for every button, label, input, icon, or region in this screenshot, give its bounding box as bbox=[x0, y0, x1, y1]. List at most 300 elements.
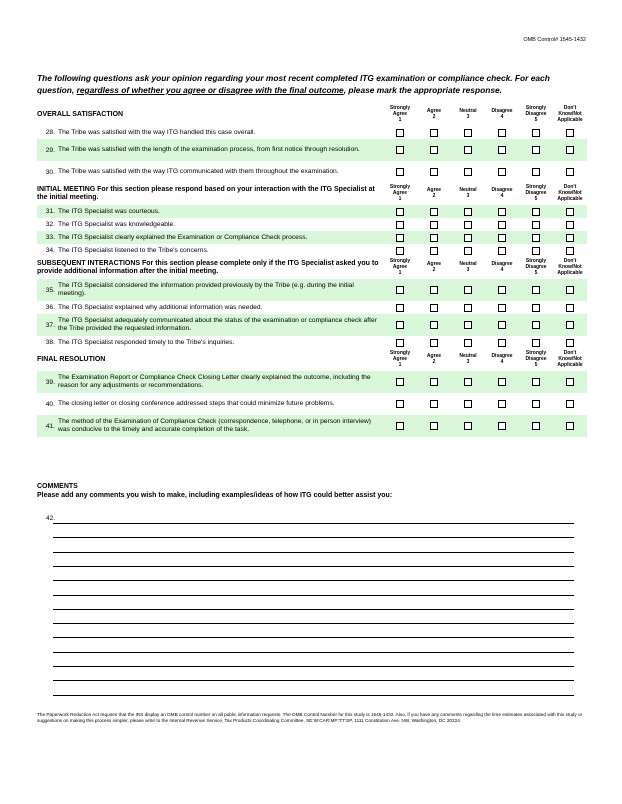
response-checkbox[interactable] bbox=[498, 286, 506, 294]
column-header-line: Strongly bbox=[525, 258, 547, 265]
comment-line[interactable] bbox=[53, 695, 574, 696]
response-checkbox[interactable] bbox=[498, 422, 506, 430]
intro-text-part1: The following questions ask your opinion regarding your most recent completed ITG examination or compliance check. For each question, bbox=[37, 73, 550, 95]
response-cell bbox=[451, 205, 485, 218]
response-checkbox[interactable] bbox=[498, 234, 506, 242]
column-header bbox=[485, 183, 519, 205]
response-checkbox[interactable] bbox=[498, 247, 506, 255]
response-checkbox[interactable] bbox=[396, 247, 404, 255]
column-header bbox=[519, 349, 553, 371]
response-cell bbox=[519, 218, 553, 231]
response-cell bbox=[485, 218, 519, 231]
question-text: The Tribe was satisfied with the way ITG handled this case overall. bbox=[58, 128, 256, 136]
response-cell bbox=[417, 301, 451, 314]
response-checkbox[interactable] bbox=[532, 221, 540, 229]
response-checkbox[interactable] bbox=[464, 146, 472, 154]
response-cell bbox=[553, 279, 587, 301]
response-checkbox[interactable] bbox=[498, 146, 506, 154]
response-cell bbox=[383, 244, 417, 257]
response-checkbox[interactable] bbox=[430, 168, 438, 176]
column-header-line: Applicable bbox=[557, 195, 583, 202]
column-header-line: Strongly bbox=[389, 105, 411, 112]
response-checkbox[interactable] bbox=[464, 247, 472, 255]
response-cell bbox=[383, 336, 417, 349]
response-cell bbox=[383, 415, 417, 437]
column-header-line: Don't bbox=[563, 258, 577, 265]
column-header-line: Disagree bbox=[491, 108, 513, 115]
response-cell bbox=[383, 371, 417, 393]
column-header-line: 5 bbox=[534, 116, 538, 123]
response-cell bbox=[451, 244, 485, 257]
question-row bbox=[37, 336, 587, 349]
question-row bbox=[37, 244, 587, 257]
question-row bbox=[37, 371, 587, 393]
response-cell bbox=[451, 314, 485, 336]
response-cell bbox=[417, 161, 451, 183]
response-cell bbox=[383, 393, 417, 415]
response-checkbox[interactable] bbox=[396, 221, 404, 229]
response-checkbox[interactable] bbox=[430, 422, 438, 430]
response-cell bbox=[383, 314, 417, 336]
question-row bbox=[37, 161, 587, 183]
column-header-line: Strongly bbox=[389, 184, 411, 191]
response-checkbox[interactable] bbox=[566, 400, 574, 408]
question-row bbox=[37, 301, 587, 314]
comment-line[interactable] bbox=[53, 609, 574, 610]
comment-line[interactable] bbox=[53, 666, 574, 667]
response-cell bbox=[451, 161, 485, 183]
response-checkbox[interactable] bbox=[396, 339, 404, 347]
response-cell bbox=[383, 218, 417, 231]
question-number: 32. bbox=[45, 221, 55, 228]
response-cell bbox=[485, 244, 519, 257]
response-checkbox[interactable] bbox=[532, 146, 540, 154]
question-number: 39. bbox=[37, 371, 58, 393]
response-checkbox[interactable] bbox=[464, 304, 472, 312]
response-checkbox[interactable] bbox=[464, 168, 472, 176]
response-cell bbox=[519, 244, 553, 257]
response-cell bbox=[519, 161, 553, 183]
column-header bbox=[519, 104, 553, 126]
response-checkbox[interactable] bbox=[566, 146, 574, 154]
section-title: FINAL RESOLUTION bbox=[37, 355, 106, 363]
question-number: 37. bbox=[37, 314, 58, 336]
response-checkbox[interactable] bbox=[566, 286, 574, 294]
response-checkbox[interactable] bbox=[430, 304, 438, 312]
response-cell bbox=[485, 336, 519, 349]
column-header-line: 2 bbox=[432, 193, 436, 199]
column-header-line: Neutral bbox=[459, 108, 477, 115]
question-text: The ITG Specialist adequately communicated about the status of the examination or compliance check after the Tribe provided the requested information. bbox=[58, 314, 383, 336]
column-header-line: 2 bbox=[432, 359, 436, 365]
question-text: The ITG Specialist explained why additional information was needed. bbox=[58, 303, 263, 311]
question-text: The ITG Specialist listened to the Tribe's concerns. bbox=[58, 246, 209, 254]
response-cell bbox=[451, 279, 485, 301]
comments-prompt: Please add any comments you wish to make, including examples/ideas of how ITG could better assist you: bbox=[37, 491, 393, 499]
response-checkbox[interactable] bbox=[532, 321, 540, 329]
question-text: The ITG Specialist clearly explained the Examination or Compliance Check process. bbox=[58, 231, 383, 244]
response-checkbox[interactable] bbox=[464, 339, 472, 347]
response-checkbox[interactable] bbox=[566, 422, 574, 430]
column-header-line: Disagree bbox=[525, 356, 547, 363]
response-checkbox[interactable] bbox=[430, 247, 438, 255]
response-cell bbox=[383, 279, 417, 301]
response-cell bbox=[519, 279, 553, 301]
response-checkbox[interactable] bbox=[430, 208, 438, 216]
comment-line[interactable] bbox=[53, 623, 574, 624]
column-header-line: Agree bbox=[426, 261, 442, 268]
column-header-line: Know/Not bbox=[558, 111, 582, 118]
column-header bbox=[485, 349, 519, 371]
response-cell bbox=[485, 314, 519, 336]
response-cell bbox=[417, 393, 451, 415]
column-header bbox=[417, 349, 451, 371]
column-header-line: Disagree bbox=[491, 187, 513, 194]
response-cell bbox=[451, 218, 485, 231]
column-header-line: 5 bbox=[534, 361, 538, 368]
response-cell bbox=[485, 205, 519, 218]
column-header-line: Disagree bbox=[525, 190, 547, 197]
response-cell bbox=[519, 371, 553, 393]
response-cell bbox=[383, 161, 417, 183]
column-header bbox=[417, 104, 451, 126]
question-text: The ITG Specialist was knowledgeable. bbox=[58, 220, 176, 228]
column-header-line: Don't bbox=[563, 184, 577, 191]
response-checkbox[interactable] bbox=[396, 321, 404, 329]
column-header-line: Agree bbox=[392, 111, 408, 118]
response-cell bbox=[451, 336, 485, 349]
response-checkbox[interactable] bbox=[464, 129, 472, 137]
response-cell bbox=[519, 126, 553, 139]
response-cell bbox=[417, 139, 451, 161]
response-cell bbox=[451, 415, 485, 437]
response-checkbox[interactable] bbox=[532, 378, 540, 386]
response-checkbox[interactable] bbox=[498, 221, 506, 229]
column-header bbox=[383, 257, 417, 279]
question-row bbox=[37, 231, 587, 244]
response-checkbox[interactable] bbox=[566, 208, 574, 216]
response-checkbox[interactable] bbox=[396, 146, 404, 154]
response-checkbox[interactable] bbox=[464, 286, 472, 294]
comment-line[interactable] bbox=[53, 680, 574, 681]
response-cell bbox=[451, 126, 485, 139]
response-checkbox[interactable] bbox=[532, 422, 540, 430]
comment-line[interactable] bbox=[53, 595, 574, 596]
response-checkbox[interactable] bbox=[430, 146, 438, 154]
column-header bbox=[485, 104, 519, 126]
question-number: 35. bbox=[37, 279, 58, 301]
question-row bbox=[37, 205, 587, 218]
response-checkbox[interactable] bbox=[396, 168, 404, 176]
column-header-line: Neutral bbox=[459, 187, 477, 194]
response-checkbox[interactable] bbox=[396, 208, 404, 216]
response-checkbox[interactable] bbox=[498, 168, 506, 176]
response-cell bbox=[417, 415, 451, 437]
response-checkbox[interactable] bbox=[566, 247, 574, 255]
section-header bbox=[37, 349, 587, 371]
column-header bbox=[383, 349, 417, 371]
column-header bbox=[451, 104, 485, 126]
response-checkbox[interactable] bbox=[498, 400, 506, 408]
response-checkbox[interactable] bbox=[532, 208, 540, 216]
column-header-line: Disagree bbox=[491, 261, 513, 268]
response-cell bbox=[383, 231, 417, 244]
question-number: 29. bbox=[37, 139, 58, 161]
column-header-line: Know/Not bbox=[558, 190, 582, 197]
comments-section bbox=[37, 483, 392, 500]
response-checkbox[interactable] bbox=[498, 321, 506, 329]
response-cell bbox=[383, 301, 417, 314]
response-cell bbox=[485, 126, 519, 139]
response-checkbox[interactable] bbox=[464, 400, 472, 408]
response-checkbox[interactable] bbox=[566, 378, 574, 386]
response-checkbox[interactable] bbox=[532, 168, 540, 176]
response-checkbox[interactable] bbox=[430, 234, 438, 242]
section-title: INITIAL MEETING For this section please respond based on your interaction with the ITG Specialist at the initial meeting. bbox=[37, 185, 375, 201]
response-checkbox[interactable] bbox=[396, 400, 404, 408]
question-row bbox=[37, 218, 587, 231]
column-header-line: Strongly bbox=[389, 258, 411, 265]
column-header-line: Agree bbox=[392, 264, 408, 271]
response-cell bbox=[553, 139, 587, 161]
column-header-line: 1 bbox=[398, 361, 402, 368]
survey-table bbox=[37, 104, 587, 437]
column-header-line: 5 bbox=[534, 195, 538, 202]
column-header-line: 1 bbox=[398, 116, 402, 123]
column-header-line: Agree bbox=[426, 353, 442, 360]
response-checkbox[interactable] bbox=[396, 129, 404, 137]
column-header bbox=[519, 183, 553, 205]
response-cell bbox=[451, 371, 485, 393]
response-checkbox[interactable] bbox=[430, 221, 438, 229]
response-checkbox[interactable] bbox=[396, 304, 404, 312]
column-header bbox=[553, 257, 587, 279]
section-title: OVERALL SATISFACTION bbox=[37, 110, 124, 118]
response-checkbox[interactable] bbox=[430, 339, 438, 347]
column-header-line: Strongly bbox=[525, 184, 547, 191]
response-cell bbox=[519, 415, 553, 437]
column-header-line: Disagree bbox=[491, 353, 513, 360]
column-header-line: 2 bbox=[432, 267, 436, 273]
column-header bbox=[553, 349, 587, 371]
response-cell bbox=[519, 231, 553, 244]
response-checkbox[interactable] bbox=[498, 208, 506, 216]
omb-control-number: OMB Control# 1545-1432 bbox=[523, 37, 586, 43]
response-checkbox[interactable] bbox=[464, 208, 472, 216]
column-header-line: Strongly bbox=[525, 105, 547, 112]
response-cell bbox=[553, 336, 587, 349]
question-text: The ITG Specialist considered the information provided previously by the Tribe (e.g. during the initial meeting). bbox=[58, 279, 383, 301]
intro-instructions bbox=[37, 72, 587, 96]
question-row bbox=[37, 393, 587, 415]
question-number: 34. bbox=[45, 247, 55, 254]
response-checkbox[interactable] bbox=[532, 286, 540, 294]
response-cell bbox=[519, 139, 553, 161]
column-header bbox=[519, 257, 553, 279]
column-header bbox=[451, 257, 485, 279]
response-cell bbox=[553, 415, 587, 437]
response-cell bbox=[417, 314, 451, 336]
response-checkbox[interactable] bbox=[464, 422, 472, 430]
response-checkbox[interactable] bbox=[566, 221, 574, 229]
question-number: 30. bbox=[45, 168, 55, 176]
column-header bbox=[485, 257, 519, 279]
column-header-line: 4 bbox=[500, 193, 504, 199]
response-checkbox[interactable] bbox=[498, 304, 506, 312]
response-checkbox[interactable] bbox=[566, 339, 574, 347]
column-header-line: 4 bbox=[500, 359, 504, 365]
response-checkbox[interactable] bbox=[396, 422, 404, 430]
column-header bbox=[383, 183, 417, 205]
response-checkbox[interactable] bbox=[430, 286, 438, 294]
question-number: 33. bbox=[37, 231, 58, 244]
question-row bbox=[37, 415, 587, 437]
column-header-line: 3 bbox=[466, 114, 470, 120]
response-cell bbox=[417, 231, 451, 244]
response-cell bbox=[553, 244, 587, 257]
response-checkbox[interactable] bbox=[498, 339, 506, 347]
column-header bbox=[451, 349, 485, 371]
column-header-line: Know/Not bbox=[558, 356, 582, 363]
response-cell bbox=[383, 205, 417, 218]
response-checkbox[interactable] bbox=[566, 168, 574, 176]
response-checkbox[interactable] bbox=[532, 400, 540, 408]
column-header-line: 3 bbox=[466, 359, 470, 365]
column-header bbox=[553, 183, 587, 205]
column-header-line: 5 bbox=[534, 269, 538, 276]
column-header-line: Applicable bbox=[557, 116, 583, 123]
question-text: The ITG Specialist responded timely to the Tribe's inquiries. bbox=[58, 338, 235, 346]
column-header-line: 3 bbox=[466, 193, 470, 199]
response-cell bbox=[485, 231, 519, 244]
response-checkbox[interactable] bbox=[532, 339, 540, 347]
question-number: 31. bbox=[37, 205, 58, 218]
response-checkbox[interactable] bbox=[430, 400, 438, 408]
response-checkbox[interactable] bbox=[396, 286, 404, 294]
question-text: The Tribe was satisfied with the length of the examination process, from first notice through resolution. bbox=[58, 139, 383, 161]
response-checkbox[interactable] bbox=[430, 321, 438, 329]
question-number: 42. bbox=[46, 515, 56, 522]
response-checkbox[interactable] bbox=[532, 129, 540, 137]
question-text: The Examination Report or Compliance Check Closing Letter clearly explained the outcome, including the reason for any adjustments or recommendations. bbox=[58, 371, 383, 393]
column-header bbox=[417, 183, 451, 205]
response-cell bbox=[485, 139, 519, 161]
question-number: 38. bbox=[45, 339, 55, 346]
column-header-line: Know/Not bbox=[558, 264, 582, 271]
response-cell bbox=[519, 336, 553, 349]
response-cell bbox=[485, 371, 519, 393]
section-header bbox=[37, 104, 587, 126]
comment-line[interactable] bbox=[53, 637, 574, 638]
response-cell bbox=[519, 314, 553, 336]
response-checkbox[interactable] bbox=[566, 304, 574, 312]
paperwork-reduction-notice: The Paperwork Reduction Act requires that the IRS display an OMB control number on all public information requests. The OMB Control Number for this study is 1545-1432. Also, if you have any comments regarding the time estimates associated with this study or suggestions on making this process simpler, please write to the Internal Revenue Service, Tax Products Coordinating Committee, SE:W:CAR:MP:T:T:SP, 1111 Constitution Ave. NW, Washington, DC 20224. bbox=[37, 712, 583, 723]
response-checkbox[interactable] bbox=[498, 129, 506, 137]
response-cell bbox=[519, 393, 553, 415]
question-row bbox=[37, 126, 587, 139]
response-cell bbox=[417, 126, 451, 139]
comment-line[interactable] bbox=[53, 523, 574, 524]
column-header-line: Neutral bbox=[459, 261, 477, 268]
column-header-line: Agree bbox=[426, 108, 442, 115]
section-header bbox=[37, 257, 587, 279]
response-checkbox[interactable] bbox=[566, 129, 574, 137]
response-cell bbox=[451, 301, 485, 314]
comment-line[interactable] bbox=[53, 537, 574, 538]
response-cell bbox=[451, 231, 485, 244]
comment-line[interactable] bbox=[53, 652, 574, 653]
response-checkbox[interactable] bbox=[498, 378, 506, 386]
response-checkbox[interactable] bbox=[430, 129, 438, 137]
response-cell bbox=[519, 301, 553, 314]
column-header bbox=[553, 104, 587, 126]
response-checkbox[interactable] bbox=[532, 304, 540, 312]
column-header-line: Applicable bbox=[557, 269, 583, 276]
question-text: The Tribe was satisfied with the way ITG communicated with them throughout the examination. bbox=[58, 168, 339, 175]
response-cell bbox=[553, 301, 587, 314]
response-cell bbox=[485, 393, 519, 415]
intro-text-underlined: regardless of whether you agree or disagree with the final outcome bbox=[76, 85, 344, 95]
response-cell bbox=[383, 139, 417, 161]
column-header-line: 1 bbox=[398, 269, 402, 276]
column-header-line: Agree bbox=[426, 187, 442, 194]
question-text: The ITG Specialist was courteous. bbox=[58, 205, 383, 218]
column-header-line: Applicable bbox=[557, 361, 583, 368]
intro-text-part2: , please mark the appropriate response. bbox=[343, 85, 502, 95]
response-checkbox[interactable] bbox=[464, 378, 472, 386]
response-cell bbox=[417, 205, 451, 218]
section-header bbox=[37, 183, 587, 205]
response-cell bbox=[519, 205, 553, 218]
response-cell bbox=[553, 314, 587, 336]
response-cell bbox=[485, 279, 519, 301]
column-header-line: Don't bbox=[563, 350, 577, 357]
response-checkbox[interactable] bbox=[566, 234, 574, 242]
response-checkbox[interactable] bbox=[532, 247, 540, 255]
response-cell bbox=[383, 126, 417, 139]
comment-line[interactable] bbox=[53, 580, 574, 581]
column-header-line: Neutral bbox=[459, 353, 477, 360]
response-checkbox[interactable] bbox=[464, 321, 472, 329]
column-header-line: 4 bbox=[500, 114, 504, 120]
comment-line[interactable] bbox=[53, 552, 574, 553]
column-header-line: 4 bbox=[500, 267, 504, 273]
column-header-line: 2 bbox=[432, 114, 436, 120]
response-checkbox[interactable] bbox=[566, 321, 574, 329]
column-header-line: Disagree bbox=[525, 111, 547, 118]
response-checkbox[interactable] bbox=[464, 221, 472, 229]
response-checkbox[interactable] bbox=[532, 234, 540, 242]
question-number: 36. bbox=[45, 304, 55, 311]
question-text: The closing letter or closing conference addressed steps that could minimize future problems. bbox=[58, 400, 335, 407]
response-checkbox[interactable] bbox=[396, 234, 404, 242]
response-cell bbox=[485, 301, 519, 314]
response-cell bbox=[553, 218, 587, 231]
comment-line[interactable] bbox=[53, 566, 574, 567]
response-cell bbox=[485, 415, 519, 437]
response-cell bbox=[417, 371, 451, 393]
column-header bbox=[417, 257, 451, 279]
response-cell bbox=[553, 231, 587, 244]
response-checkbox[interactable] bbox=[464, 234, 472, 242]
response-cell bbox=[451, 139, 485, 161]
column-header-line: 3 bbox=[466, 267, 470, 273]
response-cell bbox=[485, 161, 519, 183]
section-title: SUBSEQUENT INTERACTIONS For this section please complete only if the ITG Specialist asked you to provide additional information after the initial meeting. bbox=[37, 259, 379, 275]
response-checkbox[interactable] bbox=[430, 378, 438, 386]
response-checkbox[interactable] bbox=[396, 378, 404, 386]
question-number: 41. bbox=[37, 415, 58, 437]
